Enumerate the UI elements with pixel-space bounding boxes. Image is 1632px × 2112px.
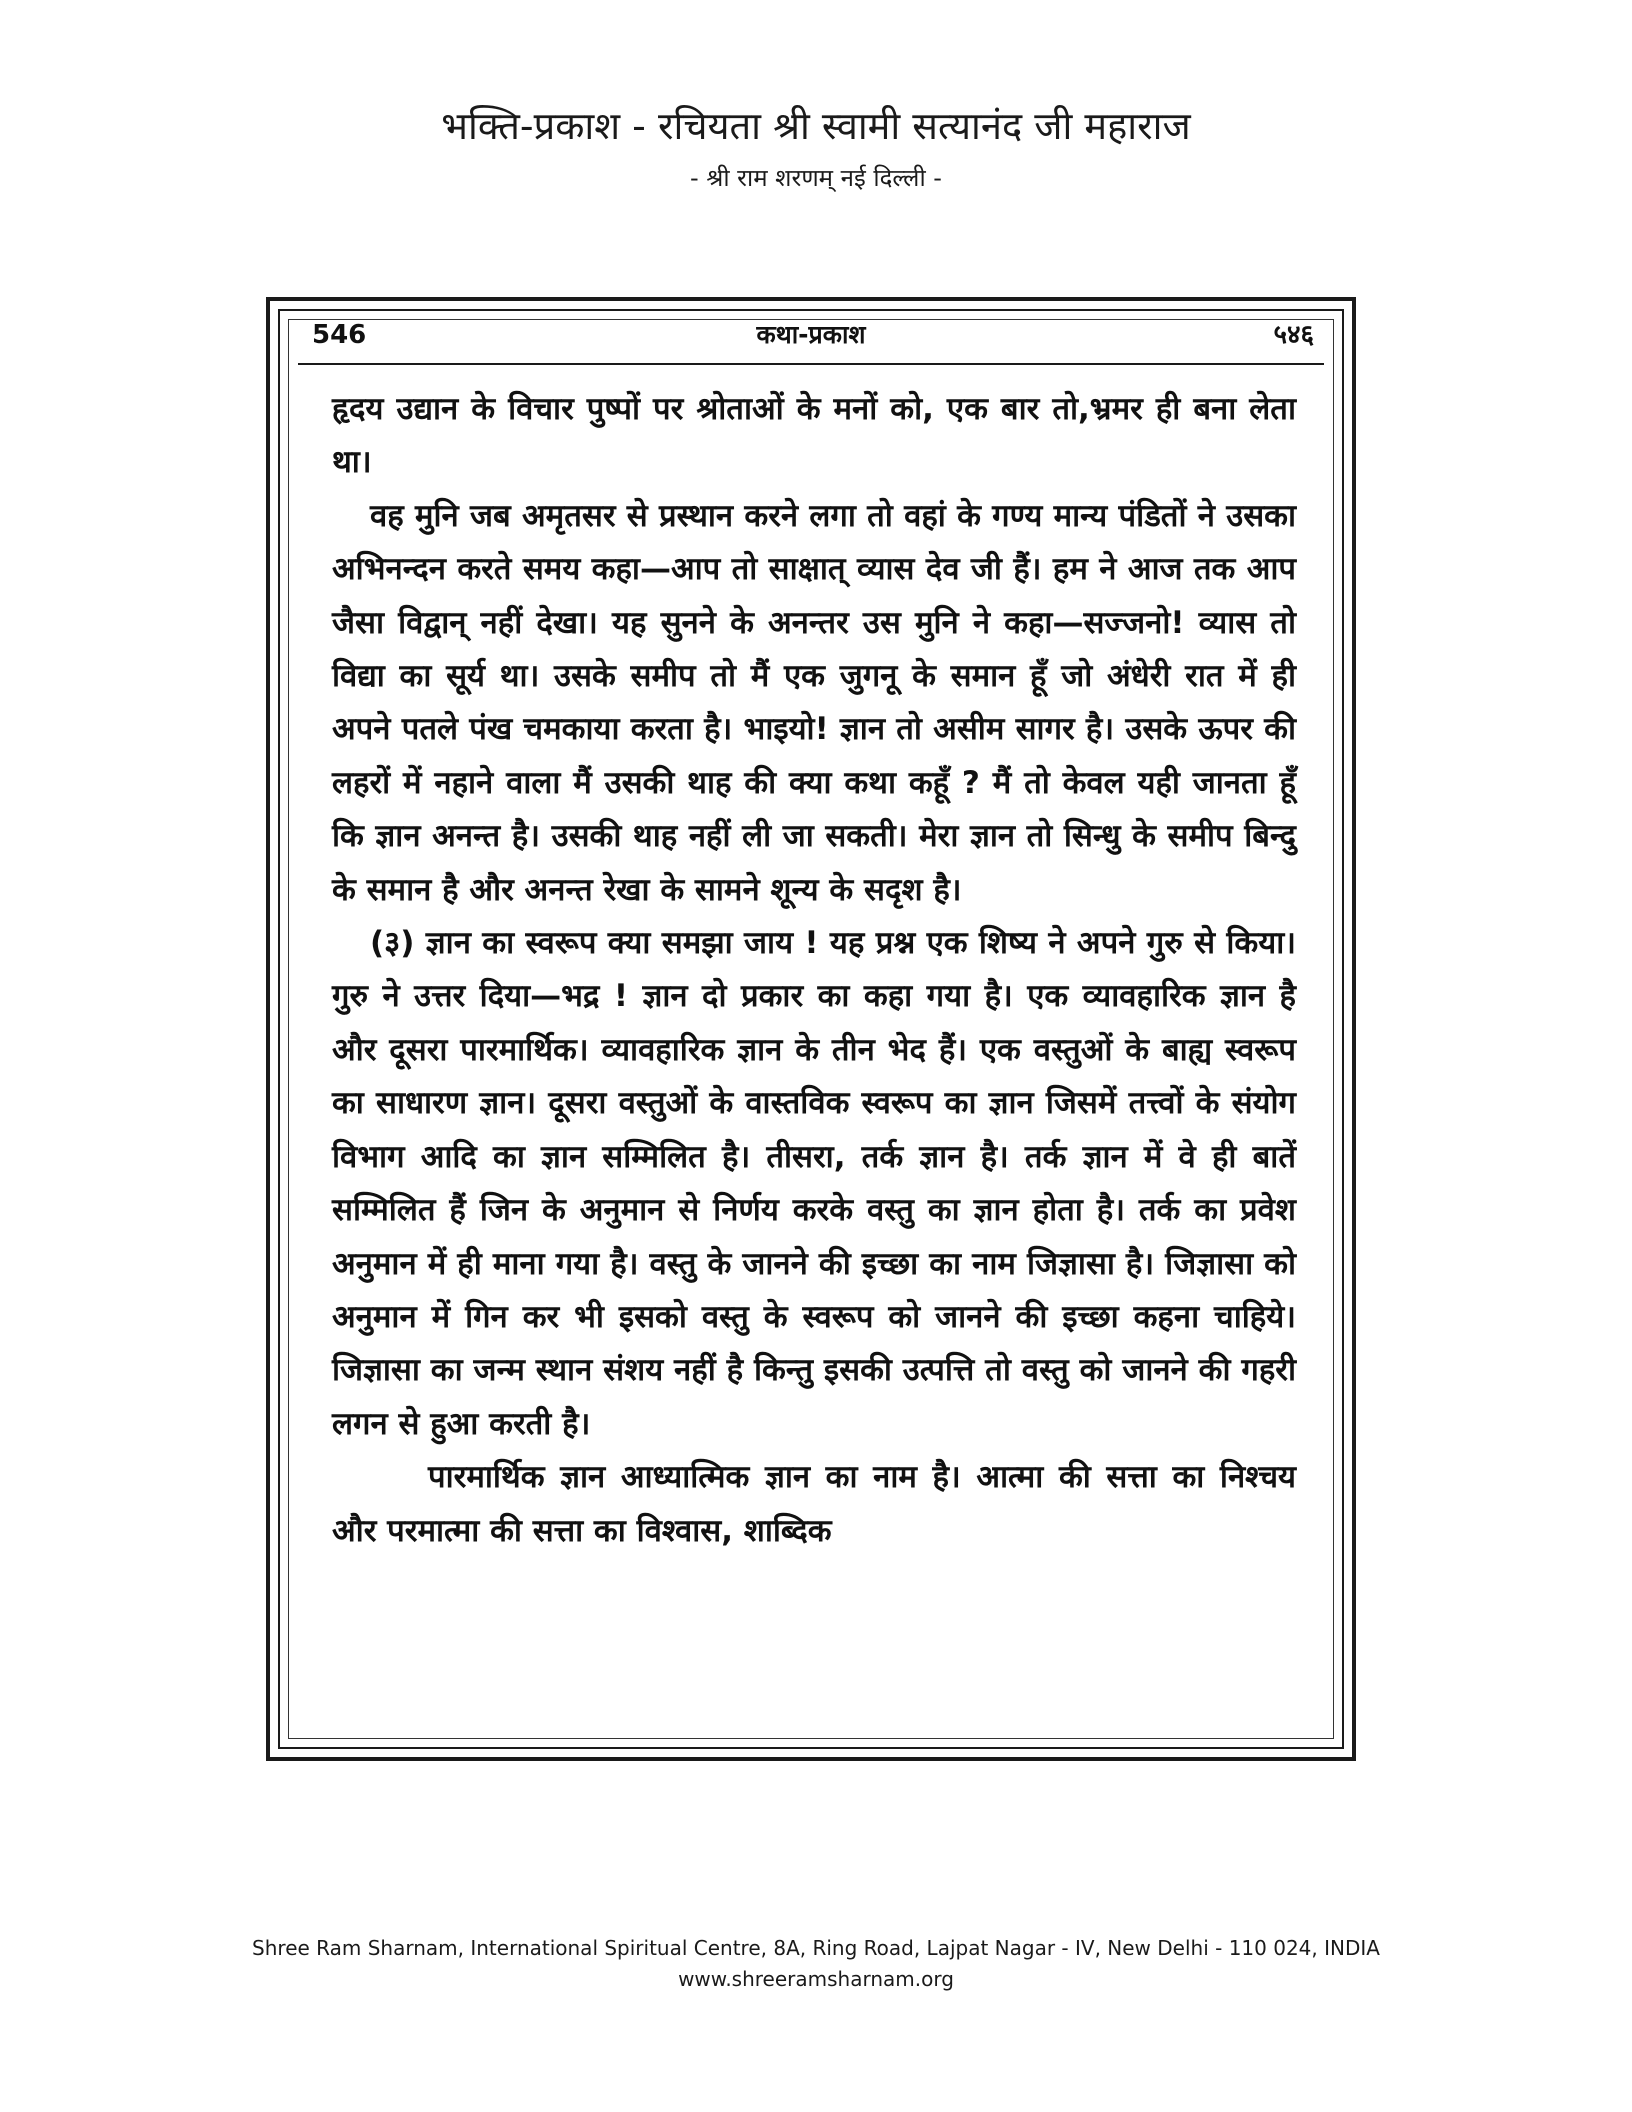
paragraph: पारमार्थिक ज्ञान आध्यात्मिक ज्ञान का नाम है। आत्मा की सत्ता का निश्चय और परमात्मा की सत्ता का विश्वास, शाब्दिक xyxy=(332,1459,1296,1549)
body-text xyxy=(332,383,1296,1558)
footer-address: Shree Ram Sharnam, International Spiritual Centre, 8A, Ring Road, Lajpat Nagar - IV, New Delhi - 110 024, INDIA xyxy=(252,1936,1380,1960)
document-header xyxy=(0,100,1632,198)
page-number-devanagari: ५४६ xyxy=(1273,320,1314,350)
page-frame xyxy=(266,297,1356,1761)
paragraph: हृदय उद्यान के विचार पुष्पों पर श्रोताओं के मनों को, एक बार तो,भ्रमर ही बना लेता था। xyxy=(332,391,1296,481)
publisher-subtitle: - श्री राम शरणम् नई दिल्ली - xyxy=(690,164,942,192)
paragraph: (३) ज्ञान का स्वरूप क्या समझा जाय ! यह प्रश्न एक शिष्य ने अपने गुरु से किया। गुरु ने उत्तर दिया—भद्र ! ज्ञान दो प्रकार का कहा गया है। एक व्यावहारिक ज्ञान है और दूसरा पारमार्थिक। व्यावहारिक ज्ञान के तीन भेद हैं। एक वस्तुओं के बाह्य स्वरूप का साधारण ज्ञान। दूसरा वस्तुओं के वास्तविक स्वरूप का ज्ञान जिसमें तत्त्वों के संयोग विभाग आदि का ज्ञान सम्मिलित है। तीसरा, तर्क ज्ञान है। तर्क ज्ञान में वे ही बातें सम्मिलित हैं जिन के अनुमान से निर्णय करके वस्तु का ज्ञान होता है। तर्क का प्रवेश अनुमान में ही माना गया है। वस्तु के जानने की इच्छा का नाम जिज्ञासा है। जिज्ञासा को अनुमान में गिन कर भी इसको वस्तु के स्वरूप को जानने की इच्छा कहना चाहिये। जिज्ञासा का जन्म स्थान संशय नहीं है किन्तु इसकी उत्पत्ति तो वस्तु को जानने की गहरी लगन से हुआ करती है। xyxy=(332,925,1296,1442)
running-head xyxy=(298,315,1324,355)
document-footer xyxy=(0,1932,1632,1994)
book-title: भक्ति-प्रकाश - रचियता श्री स्वामी सत्यानंद जी महाराज xyxy=(441,104,1191,148)
page-number-arabic: 546 xyxy=(312,320,367,350)
paragraph: वह मुनि जब अमृतसर से प्रस्थान करने लगा तो वहां के गण्य मान्य पंडितों ने उसका अभिनन्दन करते समय कहा—आप तो साक्षात् व्यास देव जी हैं। हम ने आज तक आप जैसा विद्वान् नहीं देखा। यह सुनने के अनन्तर उस मुनि ने कहा—सज्जनो! व्यास तो विद्या का सूर्य था। उसके समीप तो मैं एक जुगनू के समान हूँ जो अंधेरी रात में ही अपने पतले पंख चमकाया करता है। भाइयो! ज्ञान तो असीम सागर है। उसके ऊपर की लहरों में नहाने वाला मैं उसकी थाह की क्या कथा कहूँ ? मैं तो केवल यही जानता हूँ कि ज्ञान अनन्त है। उसकी थाह नहीं ली जा सकती। मेरा ज्ञान तो सिन्धु के समीप बिन्दु के समान है और अनन्त रेखा के सामने शून्य के सदृश है। xyxy=(332,497,1296,908)
running-title: कथा-प्रकाश xyxy=(756,320,866,349)
header-divider xyxy=(298,363,1324,365)
footer-website: www.shreeramsharnam.org xyxy=(678,1967,954,1991)
